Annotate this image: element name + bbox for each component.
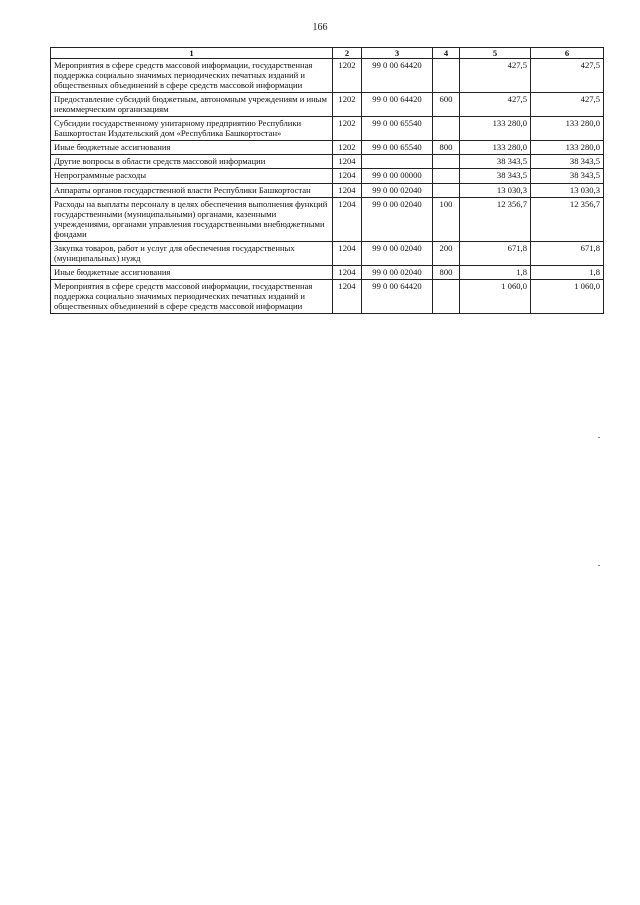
column-header-3: 3 bbox=[362, 48, 433, 59]
row-name-cell: Мероприятия в сфере средств массовой информации, государственная поддержка социально значимых периодических печатных изданий и общественных объединений в сфере средств массовой информации bbox=[51, 59, 333, 93]
target-item-cell: 99 0 00 02040 bbox=[362, 265, 433, 279]
table-row bbox=[51, 241, 604, 265]
row-name-cell: Предоставление субсидий бюджетным, автономным учреждениям и иным некоммерческим организациям bbox=[51, 93, 333, 117]
expense-kind-cell: 800 bbox=[433, 141, 460, 155]
expense-kind-cell bbox=[433, 155, 460, 169]
amount-cell: 427,5 bbox=[531, 93, 604, 117]
table-row bbox=[51, 279, 604, 313]
section-cell: 1202 bbox=[333, 59, 362, 93]
amount-cell: 133 280,0 bbox=[460, 117, 531, 141]
row-name-cell: Иные бюджетные ассигнования bbox=[51, 265, 333, 279]
amount-cell: 133 280,0 bbox=[531, 141, 604, 155]
column-header-2: 2 bbox=[333, 48, 362, 59]
scan-speck bbox=[598, 437, 600, 438]
amount-cell: 1,8 bbox=[531, 265, 604, 279]
table-row bbox=[51, 59, 604, 93]
target-item-cell: 99 0 00 64420 bbox=[362, 279, 433, 313]
section-cell: 1204 bbox=[333, 241, 362, 265]
amount-cell: 38 343,5 bbox=[531, 155, 604, 169]
amount-cell: 671,8 bbox=[460, 241, 531, 265]
column-header-5: 5 bbox=[460, 48, 531, 59]
target-item-cell: 99 0 00 65540 bbox=[362, 141, 433, 155]
row-name-cell: Мероприятия в сфере средств массовой информации, государственная поддержка социально значимых периодических печатных изданий и общественных объединений в сфере средств массовой информации bbox=[51, 279, 333, 313]
amount-cell: 427,5 bbox=[460, 59, 531, 93]
target-item-cell: 99 0 00 00000 bbox=[362, 169, 433, 183]
amount-cell: 12 356,7 bbox=[460, 197, 531, 241]
amount-cell: 13 030,3 bbox=[460, 183, 531, 197]
target-item-cell: 99 0 00 02040 bbox=[362, 197, 433, 241]
target-item-cell: 99 0 00 64420 bbox=[362, 93, 433, 117]
amount-cell: 133 280,0 bbox=[460, 141, 531, 155]
column-header-4: 4 bbox=[433, 48, 460, 59]
table-row bbox=[51, 155, 604, 169]
expense-kind-cell bbox=[433, 169, 460, 183]
row-name-cell: Расходы на выплаты персоналу в целях обеспечения выполнения функций государственными (муниципальными) органами, казенными учреждениями, органами управления государственными внебюджетными фондами bbox=[51, 197, 333, 241]
column-header-6: 6 bbox=[531, 48, 604, 59]
table-row bbox=[51, 197, 604, 241]
amount-cell: 38 343,5 bbox=[460, 155, 531, 169]
expense-kind-cell: 100 bbox=[433, 197, 460, 241]
table-row bbox=[51, 169, 604, 183]
expense-kind-cell: 600 bbox=[433, 93, 460, 117]
section-cell: 1202 bbox=[333, 93, 362, 117]
expense-kind-cell bbox=[433, 59, 460, 93]
table-row bbox=[51, 93, 604, 117]
row-name-cell: Другие вопросы в области средств массовой информации bbox=[51, 155, 333, 169]
amount-cell: 1 060,0 bbox=[460, 279, 531, 313]
target-item-cell: 99 0 00 64420 bbox=[362, 59, 433, 93]
amount-cell: 671,8 bbox=[531, 241, 604, 265]
expense-kind-cell bbox=[433, 183, 460, 197]
section-cell: 1204 bbox=[333, 183, 362, 197]
row-name-cell: Непрограммные расходы bbox=[51, 169, 333, 183]
budget-table bbox=[50, 47, 604, 314]
section-cell: 1202 bbox=[333, 117, 362, 141]
target-item-cell: 99 0 00 65540 bbox=[362, 117, 433, 141]
amount-cell: 13 030,3 bbox=[531, 183, 604, 197]
row-name-cell: Иные бюджетные ассигнования bbox=[51, 141, 333, 155]
row-name-cell: Аппараты органов государственной власти Республики Башкортостан bbox=[51, 183, 333, 197]
row-name-cell: Субсидии государственному унитарному предприятию Республики Башкортостан Издательский дом «Республика Башкортостан» bbox=[51, 117, 333, 141]
section-cell: 1204 bbox=[333, 155, 362, 169]
column-header-1: 1 bbox=[51, 48, 333, 59]
target-item-cell: 99 0 00 02040 bbox=[362, 183, 433, 197]
amount-cell: 427,5 bbox=[460, 93, 531, 117]
target-item-cell: 99 0 00 02040 bbox=[362, 241, 433, 265]
amount-cell: 1 060,0 bbox=[531, 279, 604, 313]
section-cell: 1204 bbox=[333, 265, 362, 279]
amount-cell: 427,5 bbox=[531, 59, 604, 93]
table-row bbox=[51, 265, 604, 279]
row-name-cell: Закупка товаров, работ и услуг для обеспечения государственных (муниципальных) нужд bbox=[51, 241, 333, 265]
scan-speck bbox=[598, 565, 600, 566]
amount-cell: 12 356,7 bbox=[531, 197, 604, 241]
expense-kind-cell bbox=[433, 279, 460, 313]
amount-cell: 38 343,5 bbox=[460, 169, 531, 183]
expense-kind-cell: 800 bbox=[433, 265, 460, 279]
table-row bbox=[51, 183, 604, 197]
section-cell: 1204 bbox=[333, 197, 362, 241]
expense-kind-cell bbox=[433, 117, 460, 141]
table-row bbox=[51, 141, 604, 155]
amount-cell: 38 343,5 bbox=[531, 169, 604, 183]
table-row bbox=[51, 117, 604, 141]
section-cell: 1204 bbox=[333, 279, 362, 313]
page-number: 166 bbox=[312, 22, 328, 33]
expense-kind-cell: 200 bbox=[433, 241, 460, 265]
amount-cell: 1,8 bbox=[460, 265, 531, 279]
table-header-row bbox=[51, 48, 604, 59]
section-cell: 1204 bbox=[333, 169, 362, 183]
target-item-cell bbox=[362, 155, 433, 169]
amount-cell: 133 280,0 bbox=[531, 117, 604, 141]
section-cell: 1202 bbox=[333, 141, 362, 155]
